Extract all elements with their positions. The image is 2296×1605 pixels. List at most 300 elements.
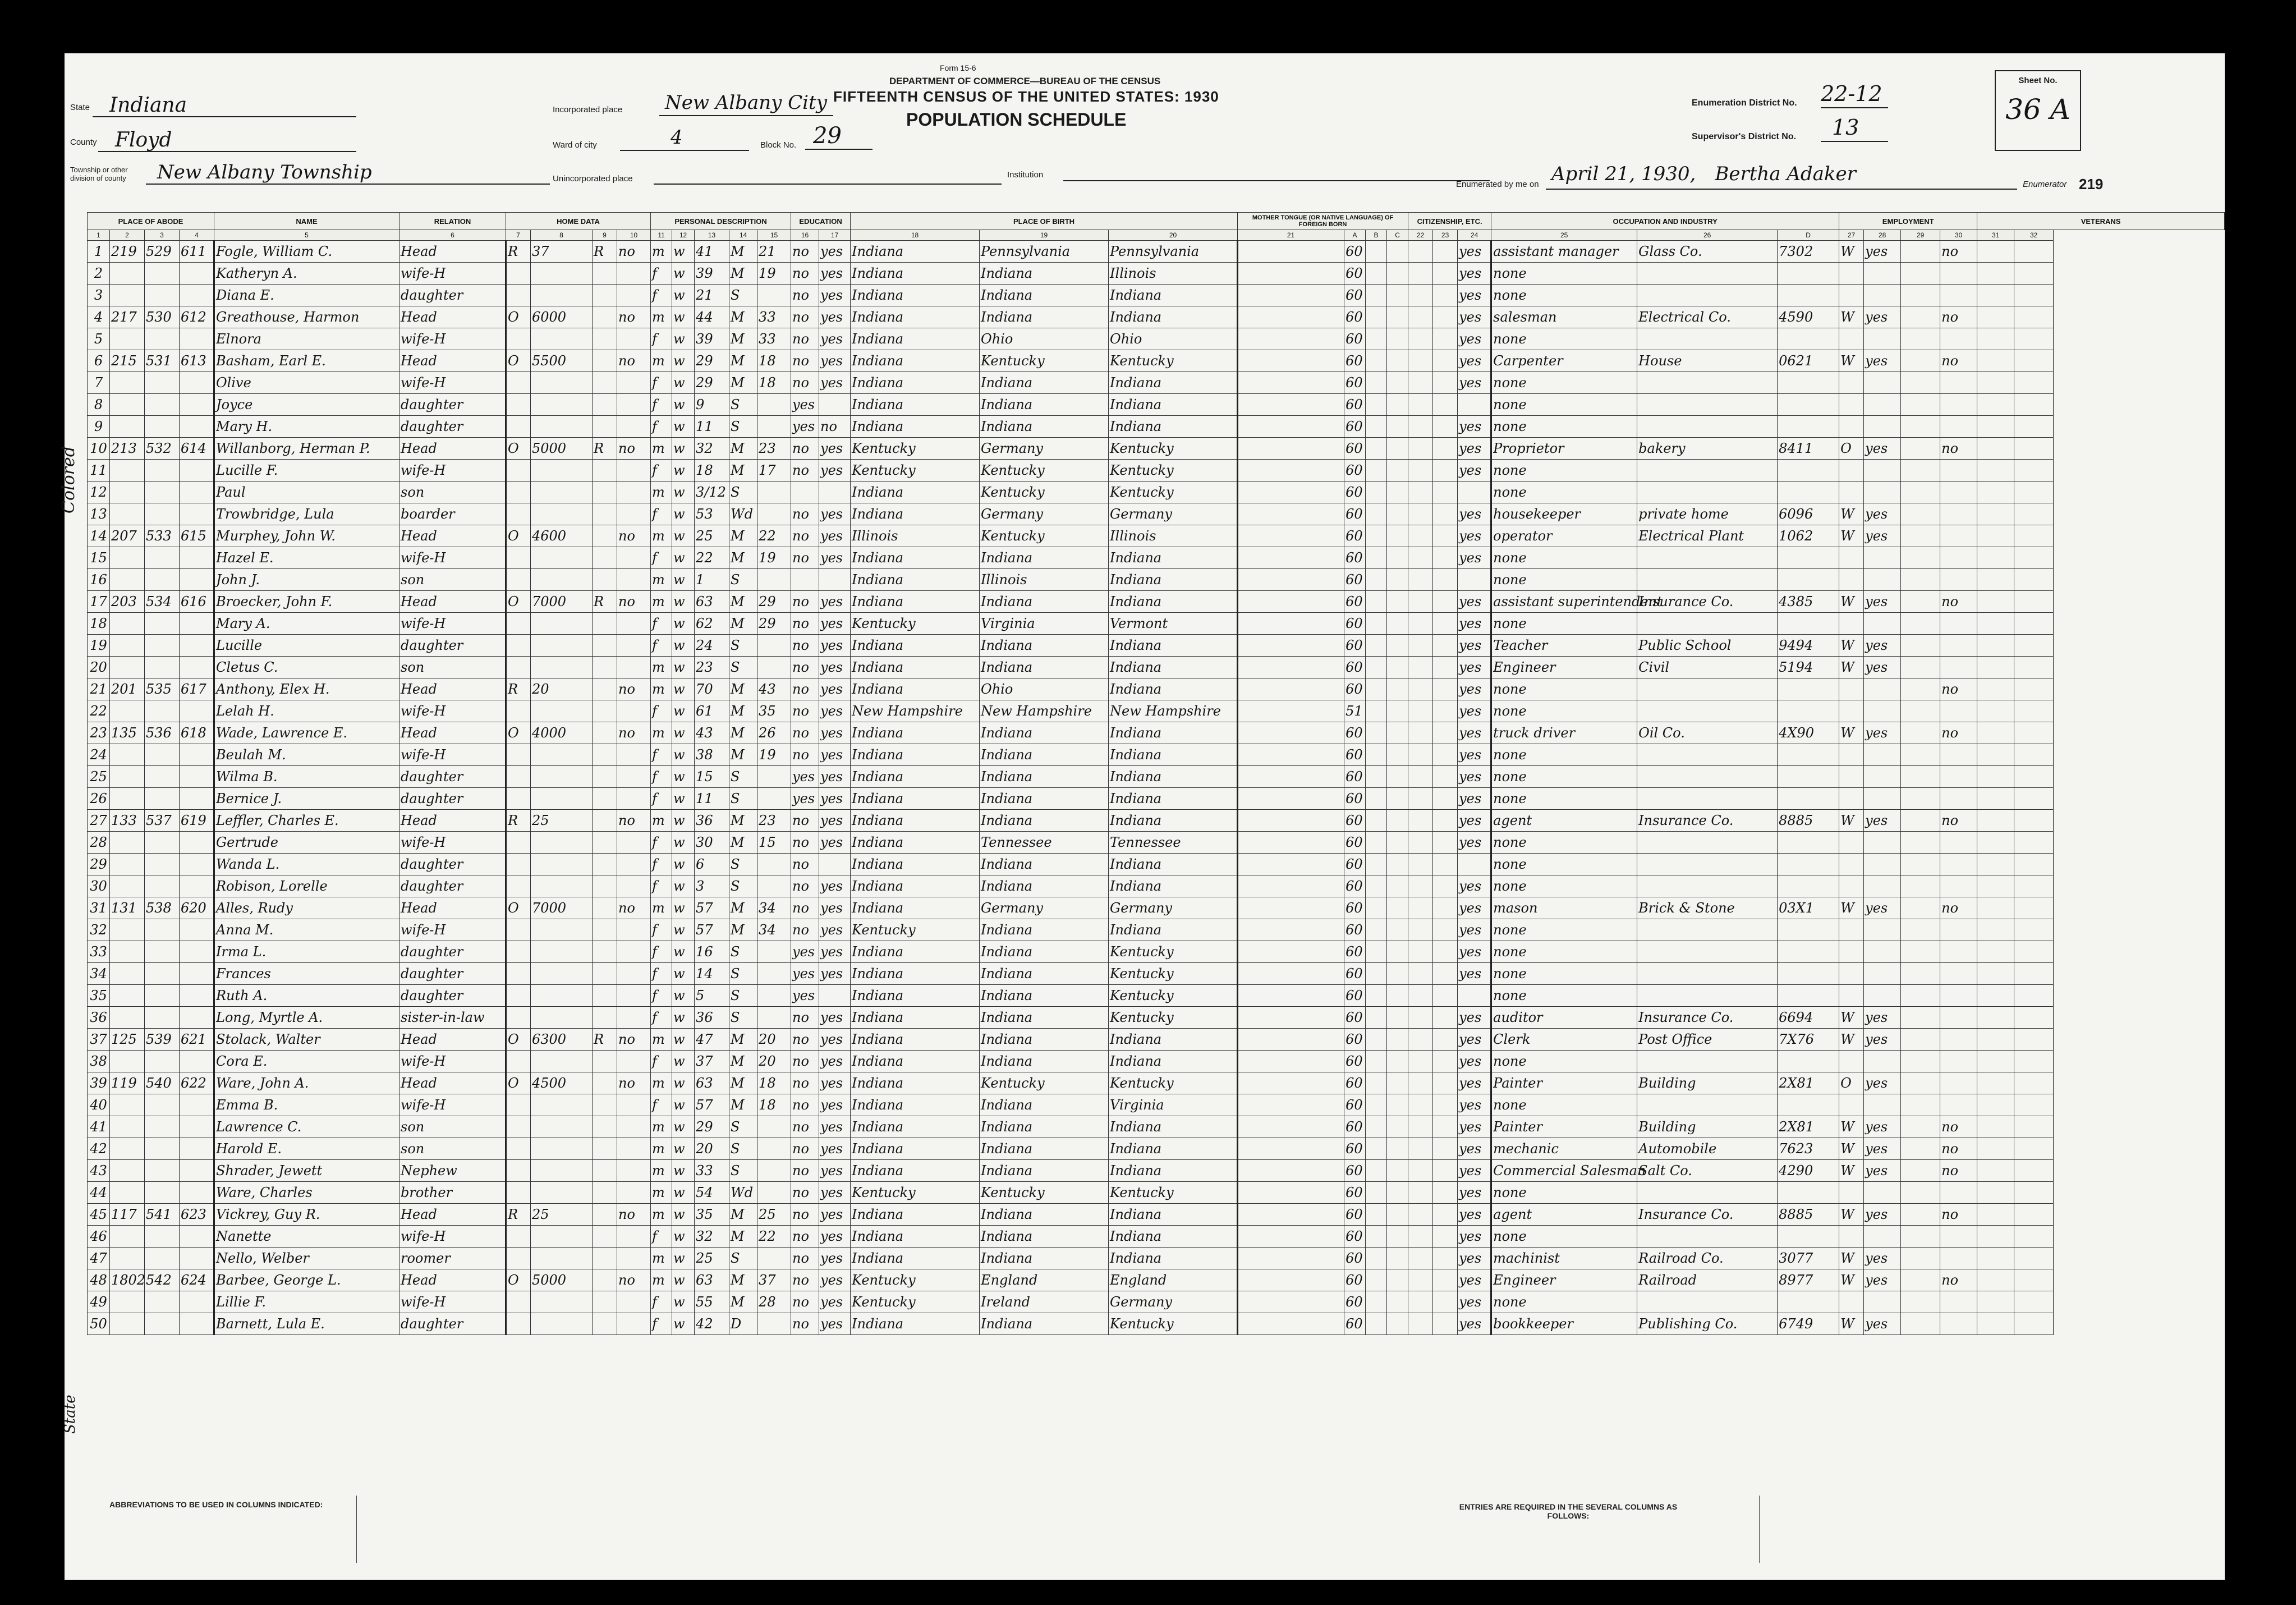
cell-english: yes [1458, 810, 1491, 832]
cell-code: 60 [1344, 416, 1366, 438]
cell-school: no [791, 591, 819, 613]
cell-school: no [791, 700, 819, 722]
enumerator-name: Bertha Adaker [1715, 163, 1856, 185]
cell-family [180, 963, 214, 985]
cell-father-birth: Indiana [980, 1116, 1109, 1138]
cell-line: 37 [88, 1029, 110, 1051]
cell-sex: f [651, 394, 672, 416]
cell-imm [1408, 503, 1433, 525]
cell-english: yes [1458, 722, 1491, 744]
cell-farm-sched [2014, 328, 2054, 350]
cell-imm [1408, 722, 1433, 744]
cell-birth: Indiana [851, 657, 980, 678]
group-citizenship: CITIZENSHIP, ETC. [1408, 213, 1491, 230]
cell-english: yes [1458, 744, 1491, 766]
cell-own [506, 1226, 531, 1248]
cell-mother-birth: Indiana [1109, 569, 1238, 591]
cell-marital: M [729, 241, 757, 263]
cell-codeB [1366, 788, 1387, 810]
cell-war [1977, 678, 2014, 700]
incorporated-field [659, 91, 833, 116]
incorporated-value: New Albany City [665, 91, 827, 114]
cell-farm-sched [2014, 722, 2054, 744]
cell-unemp [1901, 788, 1940, 810]
cell-own: O [506, 525, 531, 547]
cell-school: yes [791, 788, 819, 810]
cell-age: 57 [695, 919, 729, 941]
cell-codeB [1366, 832, 1387, 854]
cell-veteran [1940, 285, 1977, 306]
cell-codeC [1387, 1029, 1408, 1051]
cell-race: w [672, 788, 695, 810]
cell-house [145, 832, 180, 854]
cell-mother-birth: Kentucky [1109, 460, 1238, 481]
cell-code: 60 [1344, 832, 1366, 854]
cell-own [506, 613, 531, 635]
cell-english: yes [1458, 503, 1491, 525]
cell-age-marriage [757, 963, 791, 985]
cell-relation: Head [399, 1072, 506, 1094]
cell-read: yes [819, 1313, 851, 1335]
margin-note-state: State [62, 1395, 79, 1434]
cell-radio [593, 285, 617, 306]
cell-veteran [1940, 1226, 1977, 1248]
cell-employed: yes [1864, 350, 1901, 372]
cell-father-birth: Tennessee [980, 832, 1109, 854]
cell-value [531, 941, 593, 963]
cell-birth: Indiana [851, 1313, 980, 1335]
cell-code: 51 [1344, 700, 1366, 722]
cell-street [110, 744, 145, 766]
cell-birth: Illinois [851, 525, 980, 547]
ward-label: Ward of city [553, 140, 597, 150]
cell-age: 63 [695, 1269, 729, 1291]
cell-street [110, 1094, 145, 1116]
cell-veteran: no [1940, 1160, 1977, 1182]
cell-english: yes [1458, 1116, 1491, 1138]
cell-occupation: none [1491, 963, 1637, 985]
cell-code: 60 [1344, 263, 1366, 285]
cell-tongue [1238, 1269, 1344, 1291]
cell-sex: f [651, 460, 672, 481]
cell-birth: Indiana [851, 569, 980, 591]
cell-name: Wanda L. [214, 854, 399, 875]
cell-tongue [1238, 613, 1344, 635]
cell-birth: Indiana [851, 1204, 980, 1226]
cell-war [1977, 438, 2014, 460]
cell-race: w [672, 635, 695, 657]
cell-tongue [1238, 460, 1344, 481]
cell-codeC [1387, 1204, 1408, 1226]
cell-code: 60 [1344, 350, 1366, 372]
stamp-number: 219 [2079, 176, 2104, 192]
cell-family: 611 [180, 241, 214, 263]
cell-codeC [1387, 394, 1408, 416]
cell-class: W [1839, 1029, 1864, 1051]
cell-sex: m [651, 722, 672, 744]
cell-war [1977, 1051, 2014, 1072]
cell-value [531, 700, 593, 722]
cell-veteran [1940, 503, 1977, 525]
cell-codeB [1366, 1029, 1387, 1051]
cell-imm [1408, 985, 1433, 1007]
population-table [87, 212, 2225, 1335]
entries-table [1759, 1496, 2220, 1563]
cell-nat [1433, 1116, 1458, 1138]
cell-radio [593, 1291, 617, 1313]
cell-english: yes [1458, 1138, 1491, 1160]
cell-occ-code [1778, 372, 1839, 394]
cell-birth: Indiana [851, 481, 980, 503]
cell-sex: m [651, 591, 672, 613]
cell-radio [593, 1051, 617, 1072]
cell-age-marriage: 34 [757, 897, 791, 919]
cell-value [531, 1160, 593, 1182]
cell-code: 60 [1344, 788, 1366, 810]
column-number: 8 [531, 230, 593, 241]
cell-family [180, 547, 214, 569]
cell-tongue [1238, 854, 1344, 875]
cell-radio: R [593, 241, 617, 263]
cell-tongue [1238, 569, 1344, 591]
cell-line: 9 [88, 416, 110, 438]
cell-school: no [791, 613, 819, 635]
cell-unemp [1901, 438, 1940, 460]
cell-farm-sched [2014, 1116, 2054, 1138]
cell-occ-code: 7623 [1778, 1138, 1839, 1160]
cell-age: 30 [695, 832, 729, 854]
cell-house [145, 394, 180, 416]
cell-codeB [1366, 263, 1387, 285]
cell-code: 60 [1344, 744, 1366, 766]
cell-english: yes [1458, 635, 1491, 657]
cell-codeC [1387, 657, 1408, 678]
cell-imm [1408, 1116, 1433, 1138]
cell-radio [593, 854, 617, 875]
cell-street [110, 1182, 145, 1204]
cell-name: Willanborg, Herman P. [214, 438, 399, 460]
cell-occupation: none [1491, 547, 1637, 569]
cell-relation: Head [399, 897, 506, 919]
cell-english: yes [1458, 1226, 1491, 1248]
cell-street [110, 1138, 145, 1160]
cell-name: Wade, Lawrence E. [214, 722, 399, 744]
cell-read: yes [819, 613, 851, 635]
cell-farm-sched [2014, 285, 2054, 306]
cell-farm-sched [2014, 1291, 2054, 1313]
cell-own [506, 394, 531, 416]
cell-radio [593, 263, 617, 285]
cell-class [1839, 700, 1864, 722]
cell-line: 39 [88, 1072, 110, 1094]
cell-farm-sched [2014, 1182, 2054, 1204]
cell-radio [593, 963, 617, 985]
cell-read: yes [819, 591, 851, 613]
cell-unemp [1901, 854, 1940, 875]
cell-name: Barnett, Lula E. [214, 1313, 399, 1335]
cell-relation: daughter [399, 875, 506, 897]
cell-nat [1433, 766, 1458, 788]
cell-father-birth: Indiana [980, 854, 1109, 875]
cell-radio [593, 832, 617, 854]
cell-tongue [1238, 394, 1344, 416]
cell-age-marriage: 28 [757, 1291, 791, 1313]
cell-employed: yes [1864, 1029, 1901, 1051]
column-number: B [1366, 230, 1387, 241]
cell-codeB [1366, 766, 1387, 788]
cell-street [110, 1226, 145, 1248]
cell-house [145, 1248, 180, 1269]
cell-marital: M [729, 350, 757, 372]
cell-farm [617, 788, 651, 810]
cell-read: yes [819, 766, 851, 788]
cell-veteran: no [1940, 591, 1977, 613]
cell-age-marriage: 19 [757, 547, 791, 569]
cell-birth: Kentucky [851, 1291, 980, 1313]
cell-imm [1408, 416, 1433, 438]
cell-sex: m [651, 438, 672, 460]
cell-codeB [1366, 591, 1387, 613]
cell-tongue [1238, 591, 1344, 613]
cell-name: Ruth A. [214, 985, 399, 1007]
cell-codeB [1366, 372, 1387, 394]
cell-farm [617, 569, 651, 591]
cell-occupation: bookkeeper [1491, 1313, 1637, 1335]
cell-imm [1408, 1094, 1433, 1116]
cell-class: W [1839, 1248, 1864, 1269]
cell-imm [1408, 919, 1433, 941]
cell-code: 60 [1344, 875, 1366, 897]
cell-street [110, 854, 145, 875]
cell-employed [1864, 1182, 1901, 1204]
cell-farm-sched [2014, 525, 2054, 547]
cell-name: Mary A. [214, 613, 399, 635]
cell-codeC [1387, 766, 1408, 788]
cell-family: 622 [180, 1072, 214, 1094]
cell-occupation: Engineer [1491, 1269, 1637, 1291]
cell-relation: daughter [399, 963, 506, 985]
cell-industry [1637, 328, 1778, 350]
cell-farm [617, 635, 651, 657]
cell-read: yes [819, 1116, 851, 1138]
cell-occupation: Teacher [1491, 635, 1637, 657]
cell-father-birth: Indiana [980, 1204, 1109, 1226]
cell-line: 25 [88, 766, 110, 788]
cell-school: no [791, 1007, 819, 1029]
cell-unemp [1901, 1029, 1940, 1051]
cell-father-birth: Indiana [980, 1248, 1109, 1269]
cell-street [110, 1051, 145, 1072]
cell-nat [1433, 1051, 1458, 1072]
state-field [93, 94, 356, 117]
cell-imm [1408, 372, 1433, 394]
cell-occ-code [1778, 1226, 1839, 1248]
cell-tongue [1238, 547, 1344, 569]
cell-radio: R [593, 1029, 617, 1051]
cell-mother-birth: Indiana [1109, 394, 1238, 416]
cell-unemp [1901, 766, 1940, 788]
cell-mother-birth: Kentucky [1109, 941, 1238, 963]
cell-age: 54 [695, 1182, 729, 1204]
cell-english: yes [1458, 1160, 1491, 1182]
cell-radio [593, 328, 617, 350]
cell-veteran [1940, 1182, 1977, 1204]
cell-marital: M [729, 263, 757, 285]
cell-occ-code: 8885 [1778, 810, 1839, 832]
population-grid [87, 212, 2225, 1335]
cell-age-marriage [757, 481, 791, 503]
cell-birth: Kentucky [851, 460, 980, 481]
table-row [88, 241, 2225, 263]
cell-value [531, 1248, 593, 1269]
cell-english: yes [1458, 525, 1491, 547]
county-field [98, 129, 356, 152]
cell-father-birth: Indiana [980, 810, 1109, 832]
cell-own [506, 919, 531, 941]
cell-employed [1864, 766, 1901, 788]
cell-marital: S [729, 854, 757, 875]
cell-father-birth: Indiana [980, 635, 1109, 657]
cell-farm [617, 1226, 651, 1248]
cell-line: 34 [88, 963, 110, 985]
cell-nat [1433, 372, 1458, 394]
cell-age: 57 [695, 1094, 729, 1116]
cell-occ-code [1778, 1182, 1839, 1204]
cell-family [180, 1182, 214, 1204]
cell-imm [1408, 1029, 1433, 1051]
cell-father-birth: Indiana [980, 744, 1109, 766]
cell-unemp [1901, 503, 1940, 525]
cell-school: no [791, 657, 819, 678]
cell-veteran [1940, 416, 1977, 438]
cell-radio [593, 1094, 617, 1116]
cell-marital: M [729, 372, 757, 394]
cell-house [145, 263, 180, 285]
cell-race: w [672, 1029, 695, 1051]
cell-age: 36 [695, 810, 729, 832]
cell-own [506, 1007, 531, 1029]
cell-radio [593, 1072, 617, 1094]
cell-father-birth: Indiana [980, 963, 1109, 985]
cell-age-marriage: 35 [757, 700, 791, 722]
cell-imm [1408, 569, 1433, 591]
cell-codeC [1387, 481, 1408, 503]
cell-farm-sched [2014, 766, 2054, 788]
cell-family: 624 [180, 1269, 214, 1291]
cell-veteran [1940, 460, 1977, 481]
cell-house [145, 503, 180, 525]
cell-relation: Head [399, 722, 506, 744]
column-number: 31 [1977, 230, 2014, 241]
cell-birth: Indiana [851, 985, 980, 1007]
cell-house: 535 [145, 678, 180, 700]
cell-sex: f [651, 919, 672, 941]
cell-nat [1433, 722, 1458, 744]
cell-radio [593, 569, 617, 591]
cell-imm [1408, 635, 1433, 657]
cell-codeB [1366, 241, 1387, 263]
cell-class [1839, 481, 1864, 503]
table-row [88, 788, 2225, 810]
cell-own [506, 700, 531, 722]
cell-sex: m [651, 897, 672, 919]
cell-read: yes [819, 941, 851, 963]
cell-race: w [672, 1269, 695, 1291]
cell-codeB [1366, 1313, 1387, 1335]
cell-father-birth: England [980, 1269, 1109, 1291]
cell-codeC [1387, 744, 1408, 766]
ward-field [620, 126, 749, 151]
enum-district-field [1821, 81, 1888, 108]
cell-relation: Head [399, 438, 506, 460]
cell-imm [1408, 657, 1433, 678]
cell-industry [1637, 700, 1778, 722]
cell-value [531, 613, 593, 635]
cell-birth: Indiana [851, 1051, 980, 1072]
cell-radio [593, 1269, 617, 1291]
cell-school: yes [791, 985, 819, 1007]
cell-sex: f [651, 372, 672, 394]
cell-relation: wife-H [399, 1094, 506, 1116]
cell-farm-sched [2014, 503, 2054, 525]
cell-occupation: Clerk [1491, 1029, 1637, 1051]
cell-farm [617, 700, 651, 722]
cell-marital: S [729, 285, 757, 306]
cell-relation: Head [399, 1269, 506, 1291]
cell-occupation: none [1491, 372, 1637, 394]
cell-value [531, 963, 593, 985]
cell-marital: S [729, 1248, 757, 1269]
cell-english: yes [1458, 1051, 1491, 1072]
cell-value: 5000 [531, 438, 593, 460]
cell-farm: no [617, 1204, 651, 1226]
cell-codeB [1366, 700, 1387, 722]
cell-veteran: no [1940, 1138, 1977, 1160]
cell-imm [1408, 788, 1433, 810]
cell-unemp [1901, 394, 1940, 416]
cell-own: O [506, 1029, 531, 1051]
unincorporated-field [654, 171, 1002, 185]
cell-age-marriage [757, 1313, 791, 1335]
cell-birth: Indiana [851, 1029, 980, 1051]
cell-name: Paul [214, 481, 399, 503]
cell-class [1839, 372, 1864, 394]
cell-industry [1637, 263, 1778, 285]
cell-sex: f [651, 854, 672, 875]
cell-sex: f [651, 1051, 672, 1072]
cell-unemp [1901, 1051, 1940, 1072]
cell-nat [1433, 941, 1458, 963]
cell-name: Elnora [214, 328, 399, 350]
cell-race: w [672, 263, 695, 285]
cell-industry: Railroad Co. [1637, 1248, 1778, 1269]
cell-veteran: no [1940, 1269, 1977, 1291]
cell-age-marriage [757, 657, 791, 678]
cell-unemp [1901, 1072, 1940, 1094]
cell-birth: Indiana [851, 1138, 980, 1160]
table-row [88, 460, 2225, 481]
cell-name: Hazel E. [214, 547, 399, 569]
cell-radio [593, 350, 617, 372]
cell-age-marriage [757, 285, 791, 306]
cell-farm [617, 416, 651, 438]
cell-name: Basham, Earl E. [214, 350, 399, 372]
cell-race: w [672, 1116, 695, 1138]
cell-employed: yes [1864, 591, 1901, 613]
cell-codeB [1366, 438, 1387, 460]
cell-english: yes [1458, 416, 1491, 438]
cell-read: yes [819, 678, 851, 700]
